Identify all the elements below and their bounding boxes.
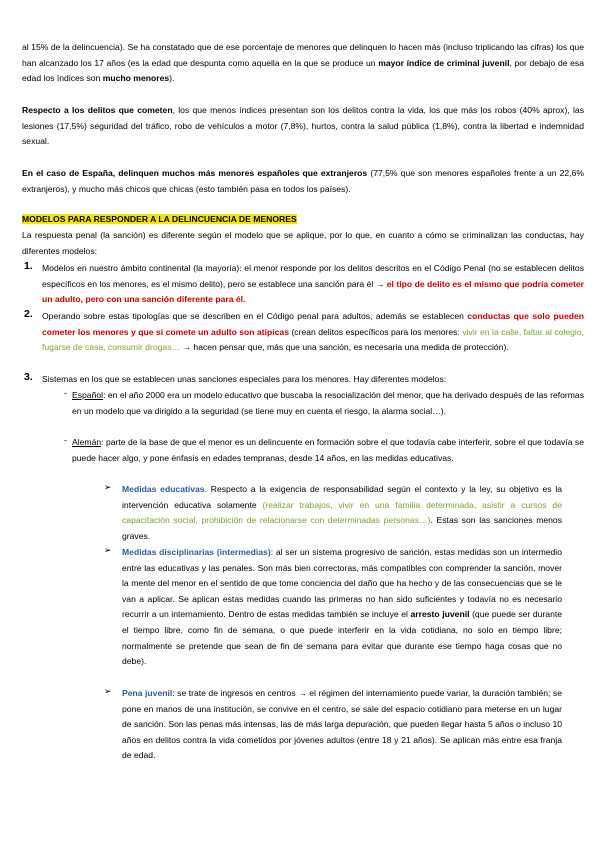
dash-bullet: - xyxy=(64,435,67,445)
intro-paragraph: al 15% de la delincuencia). Se ha constatado que de ese porcentaje de menores que delinquen lo hacen más (incluso triplicando las cifras) los que han alcanzado los 17 años (es la edad que despunta como aquella en la que se produce un mayor índice de criminal juvenil, por debajo de esa edad los índices son mucho menores). xyxy=(22,42,584,84)
delitos-paragraph: Respecto a los delitos que cometen, los que menos índices presentan son los delitos contra la vida, los que más los robos (40% aprox), las lesiones (17,5%) seguridad del tráfico, robo de vehículos a motor (7,8%), hurtos, contra la salud pública (1,8%), contra la libertad e indemnidad sexual. xyxy=(22,105,584,147)
arrow-bullet-icon: ➢ xyxy=(104,545,112,555)
list-item-2: Operando sobre estas tipologías que se describen en el Código penal para adultos, además se establecen conductas que solo pueden cometer los menores y que si comete un adulto son atípicas (crean delitos específicos para los menores: vivir en la calle, faltar al colegio, fugarse de casa, consumir drogas… → hacen pensar que, más que una sanción, es necesaria una medida de protección). xyxy=(42,311,585,353)
arrow-bullet-icon: ➢ xyxy=(104,482,112,492)
dash-bullet: - xyxy=(64,388,67,398)
list-item-3: Sistemas en los que se establecen unas sanciones especiales para los menores. Hay diferentes modelos: xyxy=(42,374,447,384)
arrow-bullet-icon: ➢ xyxy=(104,686,112,696)
list-number-1: 1. xyxy=(24,260,33,272)
section-intro: La respuesta penal (la sanción) es diferente según el modelo que se aplique, por lo que, en cuanto a cómo se criminalizan las conductas, hay diferentes modelos: xyxy=(22,230,584,256)
section-heading: MODELOS PARA RESPONDER A LA DELINCUENCIA DE MENORES xyxy=(22,214,297,224)
medidas-educativas: Medidas educativas. Respecto a la exigencia de responsabilidad según el contexto y la ley, su objetivo es la intervención educativa solamente (realizar trabajos, vivir en una familia determinada, asistir a cursos de capacitación social, prohibición de relacionarse con determinadas personas…). Estas son las sanciones menos graves. xyxy=(122,484,563,541)
sub-item-aleman: Alemán: parte de la base de que el menor es un delincuente en formación sobre el que todavía cabe interferir, sobre el que todavía se puede hacer algo, y pone énfasis en edades tempranas, desde 14 años, en las medidas educativas. xyxy=(72,437,584,463)
medidas-disciplinarias: Medidas disciplinarias (intermedias): al ser un sistema progresivo de sanción, estas medidas son un intermedio entre las educativas y las penales. Son más bien correctoras, más compatibles con comprender la sanción, mover la mente del menor en el sentido de que tome conciencia del daño que ha hecho y de las consecuencias que se le van a aplicar. Se aplican estas medidas cuando las primeras no han sido suficientes y todavía no es necesario recurrir a un internamiento. Dentro de estas medidas también se incluye el arresto juvenil (que puede ser durante el tiempo libre, como fin de semana, o que puede interferir en la vida cotidiana, no solo en tiempo libre; normalmente se pretende que sean de fin de semana para evitar que durante ese tiempo haga cosas que no debe). xyxy=(122,547,563,667)
pena-juvenil: Pena juvenil: se trate de ingresos en centros → el régimen del internamiento puede variar, la duración también; se pone en manos de una institución, se convive en el centro, se sale del espacio cotidiano para meterse en un lugar de sanción. Son las penas más intensas, las de más larga depuración, que pueden llegar hasta 5 años o incluso 10 años en delitos contra la vida cometidos por jóvenes adultos (entre 18 y 21 años). Se aplican más entre esa franja de edad. xyxy=(122,688,563,761)
sub-item-espana: Español: en el año 2000 era un modelo educativo que buscaba la resocialización del menor, que ha derivado después de las reformas en un modelo que va dirigido a la seguridad (se tiene muy en cuenta el riesgo, la alarma social…). xyxy=(72,390,584,416)
list-number-3: 3. xyxy=(24,371,33,383)
list-number-2: 2. xyxy=(24,308,33,320)
list-item-1: Modelos en nuestro ámbito continental (la mayoría): el menor responde por los delitos descritos en el Código Penal (no se establecen delitos específicos en los menores, es el mismo delito), pero se establece una sanción para él → el tipo de delito es el mismo que podría cometer un adulto, pero con una sanción diferente para él. xyxy=(42,263,584,305)
espana-paragraph: En el caso de España, delinquen muchos más menores españoles que extranjeros (77,5% que son menores españoles frente a un 22,6% extranjeros), y mucho más chicos que chicas (esto también pasa en todos los países). xyxy=(22,168,584,194)
